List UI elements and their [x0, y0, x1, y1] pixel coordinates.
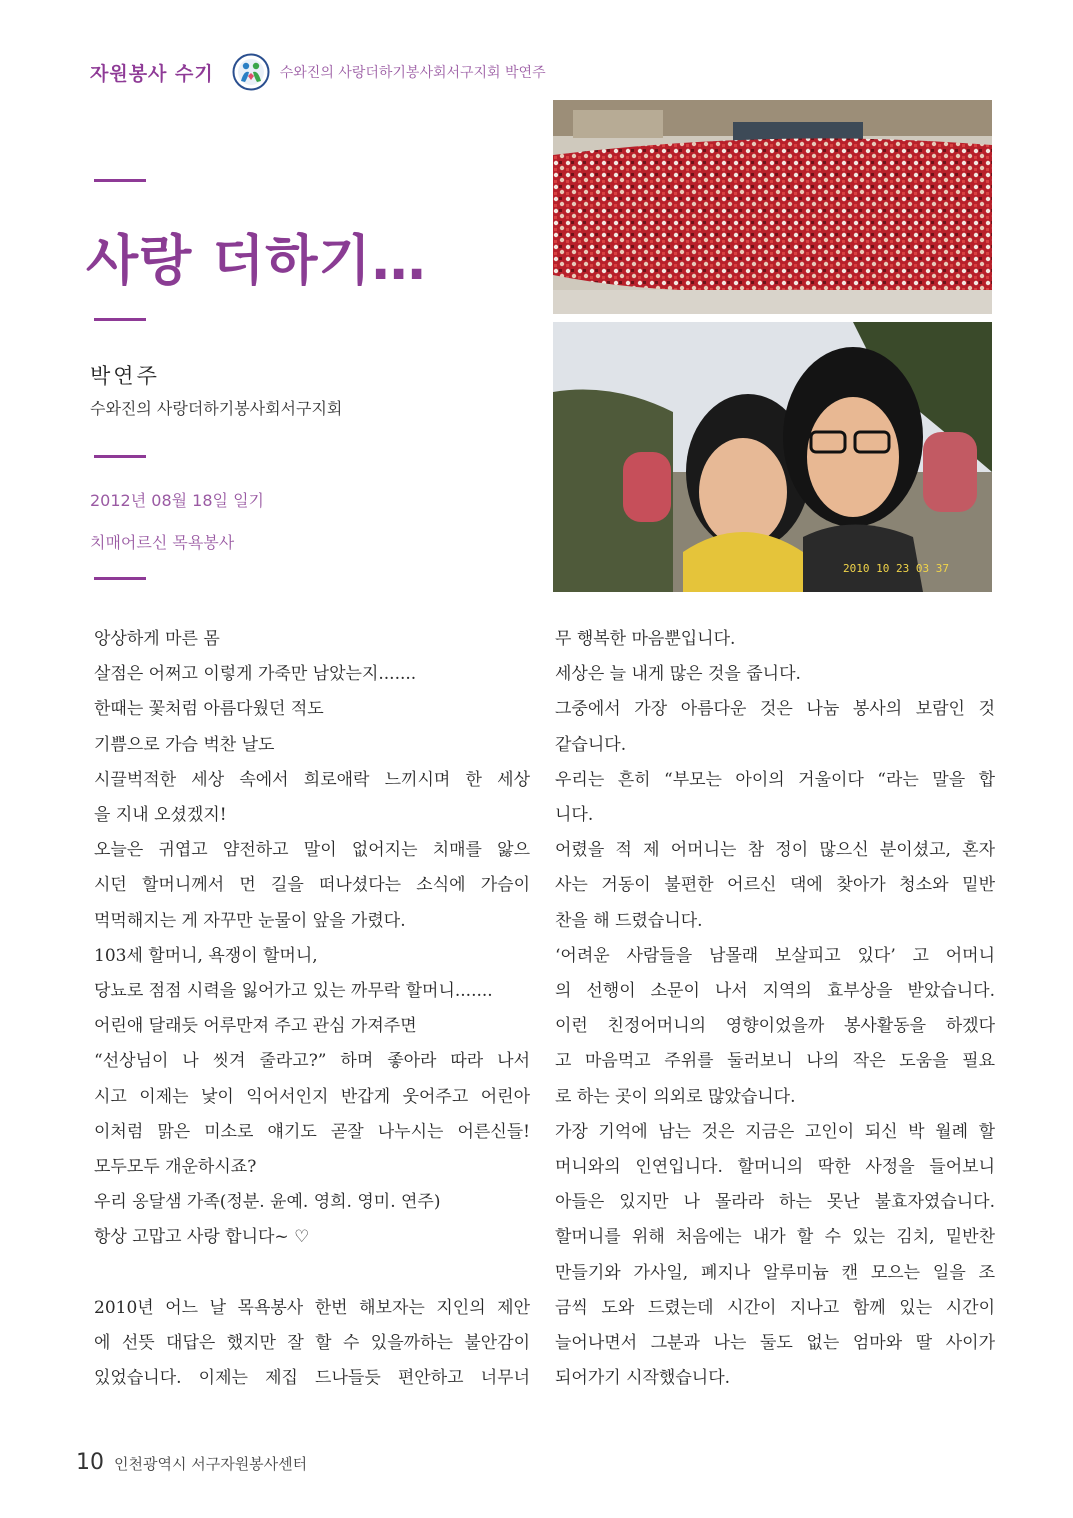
- body-column-left: [94, 622, 530, 1396]
- body-line: 늘어나면서 그분과 나는 둘도 없는 엄마와 딸 사이가: [555, 1333, 995, 1354]
- photo-timestamp: 2010 10 23 03 37: [843, 562, 949, 575]
- body-line: 2010년 어느 날 목욕봉사 한번 해보자는 지인의 제안: [94, 1297, 530, 1318]
- body-line: 시고 이제는 낯이 익어서인지 반갑게 웃어주고 어린아: [94, 1086, 530, 1107]
- article-title: 사랑 더하기…: [86, 229, 427, 292]
- body-line: 그중에서 가장 아름다운 것은 나눔 봉사의 보람인 것: [555, 699, 995, 720]
- body-line: “선상님이 나 씻겨 줄라고?” 하며 좋아라 따라 나서: [94, 1051, 530, 1072]
- body-line: 103세 할머니, 욕쟁이 할머니,: [94, 945, 318, 966]
- page-number: 10: [76, 1450, 104, 1475]
- divider-rule: [94, 577, 146, 580]
- body-line: 니다.: [555, 805, 594, 826]
- body-line: 같습니다.: [555, 734, 627, 755]
- divider-rule: [94, 179, 146, 182]
- activity-label: 치매어르신 목욕봉사: [90, 533, 235, 552]
- body-line: 먹먹해지는 게 자꾸만 눈물이 앞을 가렸다.: [94, 910, 406, 931]
- author-org: 수와진의 사랑더하기봉사회서구지회: [90, 399, 343, 418]
- body-line: 을 지내 오셨겠지!: [94, 805, 227, 826]
- body-line: 되어가기 시작했습니다.: [555, 1368, 731, 1389]
- body-line: 이런 친정어머니의 영향이었을까 봉사활동을 하겠다: [555, 1016, 995, 1037]
- body-line: 만들기와 가사일, 폐지나 알루미늄 캔 모으는 일을 조: [555, 1262, 995, 1283]
- body-line: 시끌벅적한 세상 속에서 희로애락 느끼시며 한 세상: [94, 769, 530, 790]
- body-line: 시던 할머니께서 먼 길을 떠나셨다는 소식에 가슴이: [94, 875, 530, 896]
- body-line: ‘어려운 사람들을 남몰래 보살피고 있다’ 고 어머니: [555, 945, 995, 966]
- body-line: 있었습니다. 이제는 제집 드나들듯 편안하고 너무너: [94, 1368, 530, 1389]
- body-line: 항상 고맙고 사랑 합니다~ ♡: [94, 1227, 310, 1248]
- article-date: 2012년 08월 18일 일기: [90, 491, 264, 510]
- body-line: 아들은 있지만 나 몰라라 하는 못난 불효자였습니다.: [555, 1192, 995, 1213]
- body-line: 오늘은 귀엽고 얌전하고 말이 없어지는 치매를 앓으: [94, 840, 530, 861]
- organization-logo-icon: [232, 53, 270, 91]
- body-line: 세상은 늘 내게 많은 것을 줍니다.: [555, 664, 801, 685]
- body-line: 할머니를 위해 처음에는 내가 할 수 있는 김치, 밑반찬: [555, 1227, 995, 1248]
- paragraph-gap: [94, 1256, 530, 1291]
- body-line: 금씩 도와 드렸는데 시간이 지나고 함께 있는 시간이: [555, 1297, 995, 1318]
- author-name: 박연주: [90, 364, 160, 388]
- body-line: 어린애 달래듯 어루만져 주고 관심 가져주면: [94, 1016, 417, 1037]
- body-line: 가장 기억에 남는 것은 지금은 고인이 되신 박 월례 할: [555, 1121, 995, 1142]
- body-line: 에 선뜻 대답은 했지만 잘 할 수 있을까하는 불안감이: [94, 1332, 530, 1353]
- crowd-photo: [553, 100, 992, 314]
- page-header: [90, 52, 546, 92]
- body-line: 로 하는 곳이 의외로 많았습니다.: [555, 1086, 796, 1107]
- body-line: 머니와의 인연입니다. 할머니의 딱한 사정을 들어보니: [555, 1157, 995, 1178]
- body-line: 앙상하게 마른 몸: [94, 629, 220, 649]
- body-line: 당뇨로 점점 시력을 잃어가고 있는 까무락 할머니.......: [94, 981, 493, 1002]
- body-line: 기쁨으로 가슴 벅찬 날도: [94, 734, 275, 755]
- section-label: 자원봉사 수기: [90, 62, 214, 85]
- body-line: 어렸을 적 제 어머니는 참 정이 많으신 분이셨고, 혼자: [555, 840, 995, 861]
- volunteers-photo: [553, 322, 992, 592]
- footer-org: 인천광역시 서구자원봉사센터: [114, 1455, 308, 1473]
- body-column-right: [555, 622, 995, 1396]
- body-line: 찬을 해 드렸습니다.: [555, 910, 703, 931]
- body-line: 무 행복한 마음뿐입니다.: [555, 629, 736, 649]
- body-line: 우리는 흔히 “부모는 아이의 거울이다 “라는 말을 합: [555, 769, 995, 790]
- header-org-author: 수와진의 사랑더하기봉사회서구지회 박연주: [279, 65, 546, 81]
- body-line: 모두모두 개운하시죠?: [94, 1157, 257, 1178]
- divider-rule: [94, 455, 146, 458]
- page-footer: [76, 1450, 307, 1475]
- body-line: 이처럼 맑은 미소로 얘기도 곧잘 나누시는 어른신들!: [94, 1121, 530, 1142]
- body-line: 한때는 꽃처럼 아름다웠던 적도: [94, 699, 324, 720]
- body-line: 살점은 어쩌고 이렇게 가죽만 남았는지.......: [94, 664, 417, 685]
- body-line: 의 선행이 소문이 나서 지역의 효부상을 받았습니다.: [555, 981, 995, 1002]
- divider-rule: [94, 318, 146, 321]
- body-line: 우리 옹달샘 가족(정분. 윤예. 영희. 영미. 연주): [94, 1192, 441, 1213]
- body-line: 사는 거동이 불편한 어르신 댁에 찾아가 청소와 밑반: [555, 875, 995, 896]
- body-line: 고 마음먹고 주위를 둘러보니 나의 작은 도움을 필요: [555, 1051, 995, 1072]
